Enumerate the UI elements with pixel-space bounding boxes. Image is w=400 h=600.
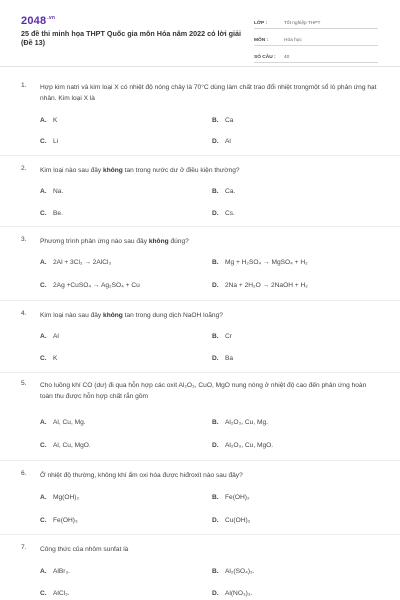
option-text: Mg(OH)₂: [53, 494, 80, 501]
option-letter: B.: [212, 568, 219, 575]
emphasis-not: không: [103, 167, 123, 174]
option-letter: A.: [40, 117, 47, 124]
question-text: Phương trình phản ứng nào sau đây không đúng?: [40, 238, 189, 245]
option-letter: D.: [212, 282, 219, 289]
option-c[interactable]: [40, 442, 91, 449]
option-letter: B.: [212, 259, 219, 266]
question-number: 3.: [21, 236, 27, 243]
option-letter: C.: [40, 282, 47, 289]
emphasis-not: không: [148, 238, 169, 245]
option-b[interactable]: [212, 188, 235, 195]
meta-key: LỚP :: [254, 21, 268, 26]
site-logo[interactable]: [21, 15, 55, 27]
option-text: Ba: [225, 355, 234, 362]
question-number: 7.: [21, 544, 27, 551]
question-text: Kim loại nào sau đây không tan trong dung dịch NaOH loãng?: [40, 312, 223, 319]
option-text: Cs.: [225, 210, 235, 217]
option-letter: B.: [212, 117, 219, 124]
option-b[interactable]: [212, 333, 232, 340]
option-text: K: [53, 117, 58, 124]
meta-value: 40: [284, 55, 290, 60]
option-text: 2Na + 2H₂O → 2NaOH + H₂: [225, 282, 308, 289]
option-text: Al: [53, 333, 59, 340]
option-letter: A.: [40, 188, 47, 195]
option-letter: A.: [40, 419, 47, 426]
option-letter: C.: [40, 442, 47, 449]
option-c[interactable]: [40, 138, 58, 145]
question-number: 6.: [21, 470, 27, 477]
option-text: Al₂O₃, Cu, Mg.: [225, 419, 268, 426]
option-a[interactable]: [40, 419, 86, 426]
option-text: Al, Cu, Mg.: [53, 419, 86, 426]
option-c[interactable]: [40, 590, 70, 597]
question-number: 5.: [21, 380, 27, 387]
meta-key: MÔN :: [254, 38, 269, 43]
option-text: Li: [53, 138, 59, 145]
question-text: Ở nhiệt độ thường, không khí ẩm oxi hóa được hiđroxit nào sau đây?: [40, 472, 243, 479]
question-divider: [0, 460, 400, 461]
option-letter: C.: [40, 590, 47, 597]
option-letter: D.: [212, 355, 219, 362]
option-text: Al: [225, 138, 231, 145]
question-divider: [0, 155, 400, 156]
option-a[interactable]: [40, 568, 70, 575]
meta-value: Tốt nghiệp THPT: [284, 21, 321, 26]
option-d[interactable]: [212, 355, 233, 362]
question-number: 4.: [21, 310, 27, 317]
option-text: Be.: [53, 210, 63, 217]
option-text: AlBr₃.: [53, 568, 70, 575]
option-text: Cu(OH)₂: [225, 517, 251, 524]
option-letter: C.: [40, 517, 47, 524]
meta-row-subject: [254, 32, 378, 46]
option-letter: A.: [40, 568, 47, 575]
option-d[interactable]: [212, 590, 252, 597]
option-c[interactable]: [40, 210, 63, 217]
option-letter: B.: [212, 419, 219, 426]
option-b[interactable]: [212, 117, 233, 124]
option-text: 2Ag +CuSO₄ → Ag₂SO₄ + Cu: [53, 282, 140, 289]
meta-row-count: [254, 49, 378, 63]
exam-meta: [254, 15, 378, 66]
option-text: Ca.: [225, 188, 236, 195]
option-letter: C.: [40, 355, 47, 362]
option-letter: D.: [212, 138, 219, 145]
option-text: K: [53, 355, 58, 362]
option-d[interactable]: [212, 282, 308, 289]
logo-text: 2048: [21, 15, 47, 27]
option-letter: D.: [212, 442, 219, 449]
question-divider: [0, 300, 400, 301]
question-text: Công thức của nhôm sunfat là: [40, 546, 129, 553]
meta-value: Hóa học: [284, 38, 302, 43]
option-a[interactable]: [40, 494, 79, 501]
emphasis-not: không: [103, 312, 123, 319]
option-letter: D.: [212, 517, 219, 524]
option-letter: D.: [212, 590, 219, 597]
meta-key: SỐ CÂU :: [254, 55, 276, 60]
option-b[interactable]: [212, 494, 250, 501]
option-letter: A.: [40, 333, 47, 340]
option-c[interactable]: [40, 517, 78, 524]
option-text: Al, Cu, MgO.: [53, 442, 91, 449]
question-divider: [0, 372, 400, 373]
option-letter: B.: [212, 333, 219, 340]
question-divider: [0, 534, 400, 535]
question-text: Cho luồng khí CO (dư) đi qua hỗn hợp các oxit Al₂O₃, CuO, MgO nung nóng ở nhiệt độ cao đến phản ứng hoàn toàn thu được hỗn hợp chất rắn gồm: [40, 382, 367, 400]
option-b[interactable]: [212, 259, 308, 266]
option-text: Fe(OH)₂: [225, 494, 250, 501]
question-text: Hợp kim natri và kim loại X có nhiệt độ nóng chảy là 70°C dùng làm chất trao đổi nhiệt trongmột sổ lò phản ứng hạt nhân. Kim loại X là: [40, 84, 377, 102]
option-letter: B.: [212, 188, 219, 195]
option-d[interactable]: [212, 138, 231, 145]
option-text: Cr: [225, 333, 232, 340]
exam-title: 25 đề thi minh họa THPT Quốc gia môn Hóa năm 2022 có lời giải (Đề 13): [21, 29, 241, 48]
option-c[interactable]: [40, 355, 57, 362]
question-number: 1.: [21, 82, 27, 89]
option-c[interactable]: [40, 282, 140, 289]
option-text: Fe(OH)₃: [53, 517, 78, 524]
header-divider: [0, 66, 400, 67]
option-text: Al₂O₃, Cu, MgO.: [225, 442, 274, 449]
option-letter: C.: [40, 138, 47, 145]
option-d[interactable]: [212, 517, 250, 524]
option-d[interactable]: [212, 210, 235, 217]
option-text: Mg + H₂SO₄ → MgSO₄ + H₂: [225, 259, 308, 266]
question-text: Kim loại nào sau đây không tan trong nước dư ở điều kiện thường?: [40, 167, 240, 174]
option-b[interactable]: [212, 568, 255, 575]
option-d[interactable]: [212, 442, 273, 449]
option-text: AlCl₃.: [53, 590, 70, 597]
option-a[interactable]: [40, 117, 57, 124]
question-number: 2.: [21, 165, 27, 172]
option-a[interactable]: [40, 333, 59, 340]
option-text: 2Al + 3Cl₂ → 2AlCl₃: [53, 259, 112, 266]
option-letter: A.: [40, 259, 47, 266]
option-letter: D.: [212, 210, 219, 217]
option-a[interactable]: [40, 188, 63, 195]
option-text: Al₂(SO₄)₃.: [225, 568, 255, 575]
option-letter: B.: [212, 494, 219, 501]
option-text: Al(NO₃)₃.: [225, 590, 253, 597]
logo-suffix: .vn: [47, 15, 56, 22]
meta-row-class: [254, 15, 378, 29]
option-letter: A.: [40, 494, 47, 501]
option-text: Na.: [53, 188, 64, 195]
option-letter: C.: [40, 210, 47, 217]
option-b[interactable]: [212, 419, 268, 426]
option-a[interactable]: [40, 259, 111, 266]
question-divider: [0, 226, 400, 227]
option-text: Ca: [225, 117, 234, 124]
